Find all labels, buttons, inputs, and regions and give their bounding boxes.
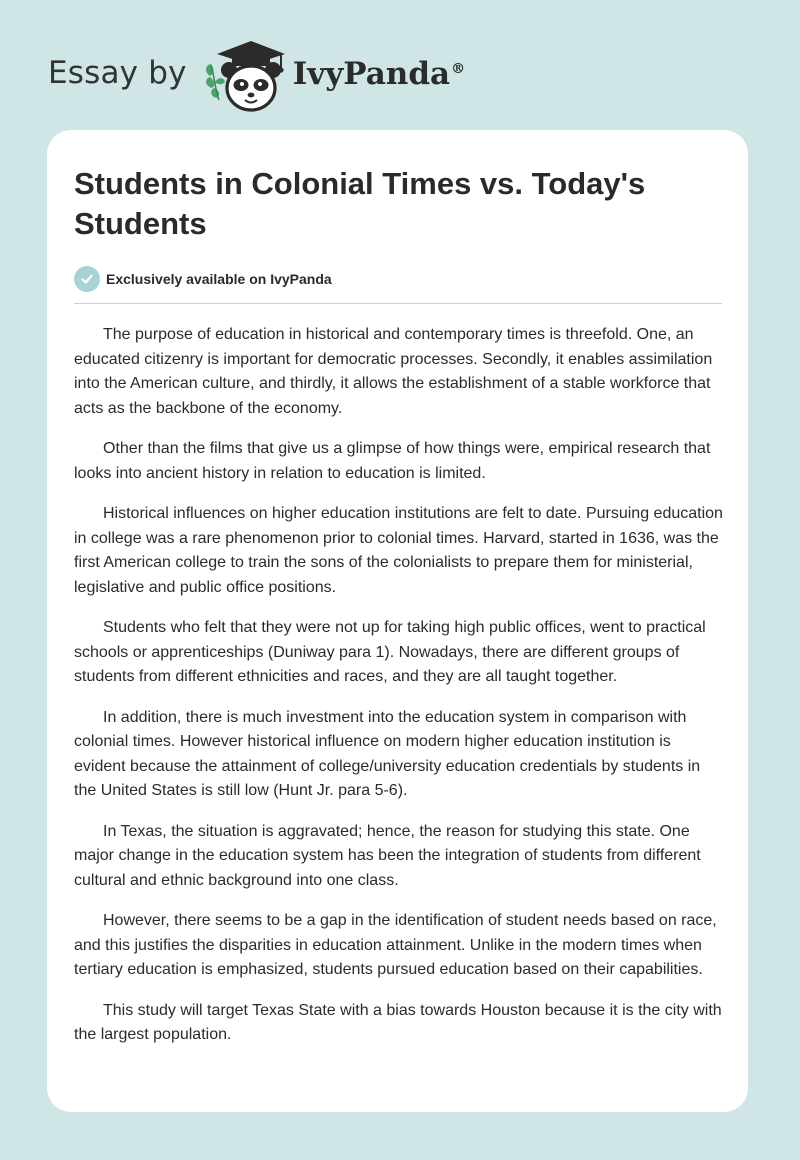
site-header — [48, 36, 465, 116]
panda-logo-icon[interactable] — [201, 38, 291, 114]
paragraph: Historical influences on higher education institutions are felt to date. Pursuing education in college was a rare phenomenon prior to colonial times. Harvard, started in 1636, was the first American college to train the sons of the colonialists to prepare them for ministerial, legislative and public office positions. — [74, 505, 723, 596]
exclusive-badge — [74, 265, 722, 293]
essay-card — [47, 130, 748, 1112]
paragraph: However, there seems to be a gap in the identification of student needs based on race, and this justifies the disparities in education attainment. Unlike in the modern times when tertiary education is emphasized, students pursued education based on their capabilities. — [74, 912, 717, 978]
paragraph: Other than the films that give us a glimpse of how things were, empirical research that looks into ancient history in relation to education is limited. — [74, 440, 711, 482]
brand-name[interactable]: IvyPanda® — [292, 56, 466, 92]
paragraph: Students who felt that they were not up for taking high public offices, went to practical schools or apprenticeships (Duniway para 1). Nowadays, there are different groups of students from different ethnicities and races, and they are all taught together. — [74, 619, 706, 685]
essay-by-label: Essay by — [48, 55, 187, 91]
divider — [74, 303, 722, 304]
exclusive-badge-label: Exclusively available on IvyPanda — [106, 271, 332, 287]
paragraph: This study will target Texas State with a bias towards Houston because it is the city with the largest population. — [74, 1001, 722, 1043]
checkmark-icon — [74, 266, 100, 292]
page-title: Students in Colonial Times vs. Today's Students — [74, 166, 646, 241]
paragraph: In Texas, the situation is aggravated; hence, the reason for studying this state. One major change in the education system has been the integration of students from different cultural and ethnic background into one class. — [74, 822, 701, 889]
paragraph: In addition, there is much investment into the education system in comparison with colonial times. However historical influence on modern higher education institution is evident because the attainment of college/university education credentials by students in the United States is still low (Hunt Jr. para 5-6). — [74, 708, 701, 799]
paragraph: The purpose of education in historical and contemporary times is threefold. One, an educated citizenry is important for democratic processes. Secondly, it enables assimilation into the American culture, and thirdly, it allows the establishment of a stable workforce that acts as the backbone of the economy. — [74, 326, 713, 417]
registered-mark: ® — [451, 60, 466, 77]
essay-body — [74, 323, 724, 1048]
